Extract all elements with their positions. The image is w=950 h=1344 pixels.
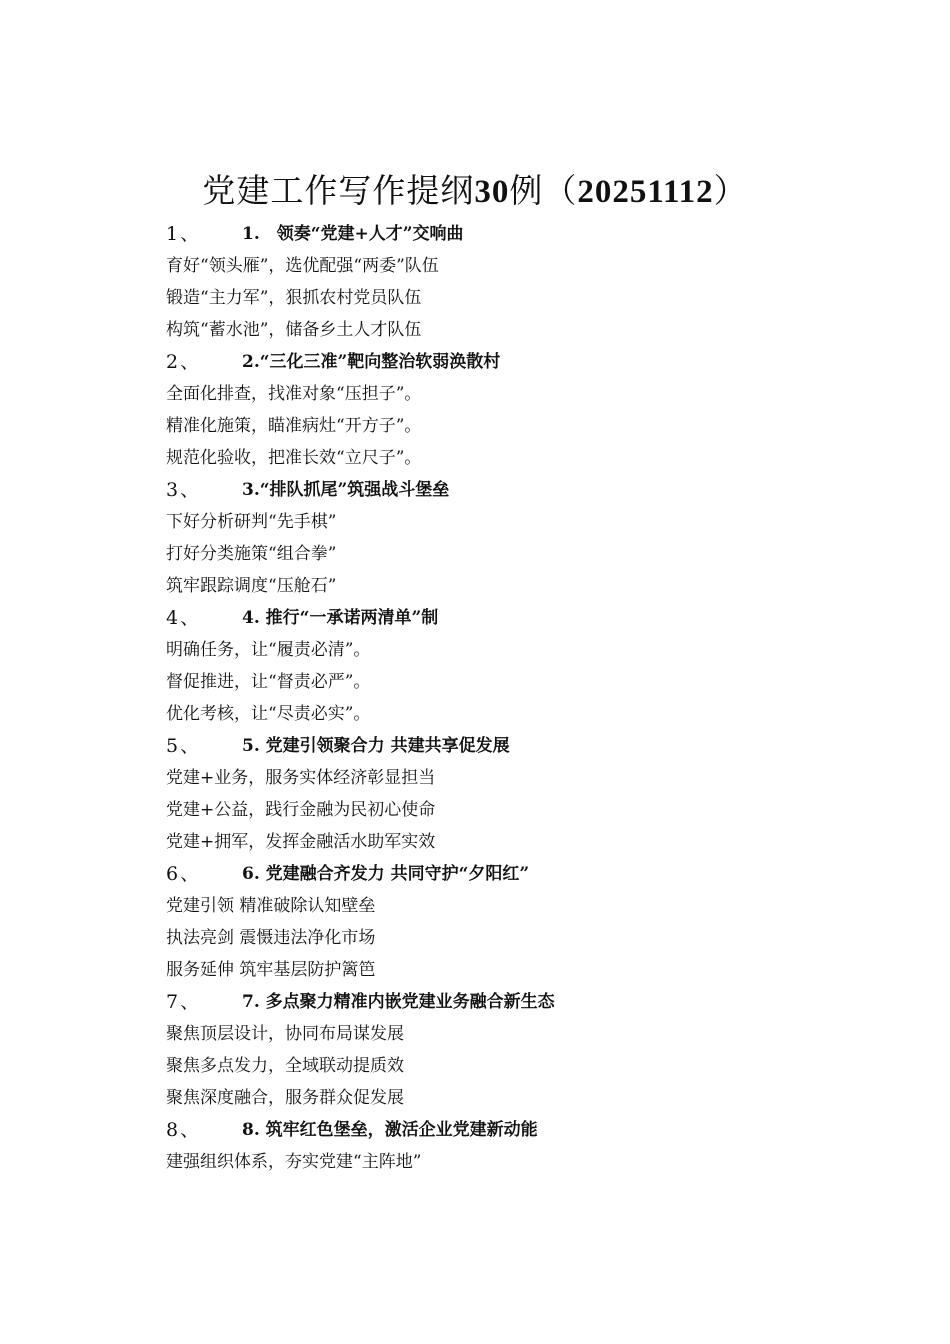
outline-item: 筑牢跟踪调度“压舱石” — [166, 576, 337, 596]
section-heading — [166, 218, 866, 250]
section-index: 8、 — [166, 1119, 202, 1141]
section-heading-text: 1. 领奏“党建+人才”交响曲 — [242, 224, 464, 244]
outline-item: 建强组织体系，夯实党建“主阵地” — [166, 1152, 422, 1172]
outline-item: 督促推进，让“督责必严”。 — [166, 672, 371, 692]
outline-item: 优化考核，让“尽责必实”。 — [166, 704, 371, 724]
section-heading-text: 7. 多点聚力精准内嵌党建业务融合新生态 — [242, 992, 555, 1012]
outline-item: 规范化验收，把准长效“立尺子”。 — [166, 448, 422, 468]
outline-item: 构筑“蓄水池”，储备乡土人才队伍 — [166, 320, 422, 340]
section-heading-text: 2.“三化三准”靶向整治软弱涣散村 — [242, 352, 501, 372]
section-heading — [166, 346, 866, 378]
outline-item: 锻造“主力军”，狠抓农村党员队伍 — [166, 288, 422, 308]
section-heading — [166, 602, 866, 634]
section-heading-text: 5. 党建引领聚合力 共建共享促发展 — [242, 736, 510, 756]
section-index: 1、 — [166, 223, 202, 245]
section-index: 5、 — [166, 735, 202, 757]
title-date: 20251112 — [577, 174, 714, 210]
section-index: 4、 — [166, 607, 202, 629]
outline-item: 服务延伸 筑牢基层防护篱笆 — [166, 960, 376, 980]
outline-item: 育好“领头雁”，选优配强“两委”队伍 — [166, 256, 439, 276]
outline-item: 精准化施策，瞄准病灶“开方子”。 — [166, 416, 422, 436]
outline-list — [166, 218, 866, 1178]
outline-item: 明确任务，让“履责必清”。 — [166, 640, 371, 660]
outline-item: 下好分析研判“先手棋” — [166, 512, 337, 532]
title-suffix: ） — [713, 171, 748, 210]
section-heading — [166, 986, 866, 1018]
outline-item: 党建引领 精准破除认知壁垒 — [166, 896, 376, 916]
section-index: 6、 — [166, 863, 202, 885]
section-index: 7、 — [166, 991, 202, 1013]
section-heading-text: 8. 筑牢红色堡垒，激活企业党建新动能 — [242, 1120, 538, 1140]
outline-item: 执法亮剑 震慑违法净化市场 — [166, 928, 376, 948]
outline-item: 党建+拥军，发挥金融活水助军实效 — [166, 832, 436, 852]
outline-item: 党建+业务，服务实体经济彰显担当 — [166, 768, 436, 788]
outline-item: 全面化排查，找准对象“压担子”。 — [166, 384, 422, 404]
section-heading-text: 3.“排队抓尾”筑强战斗堡垒 — [242, 480, 450, 500]
section-index: 3、 — [166, 479, 202, 501]
outline-item: 聚焦深度融合，服务群众促发展 — [166, 1088, 404, 1108]
section-heading — [166, 474, 866, 506]
section-heading — [166, 1114, 866, 1146]
document-title — [0, 168, 950, 215]
outline-item: 聚焦顶层设计，协同布局谋发展 — [166, 1024, 404, 1044]
outline-item: 聚焦多点发力，全域联动提质效 — [166, 1056, 404, 1076]
section-heading — [166, 858, 866, 890]
section-index: 2、 — [166, 351, 202, 373]
outline-item: 打好分类施策“组合拳” — [166, 544, 337, 564]
section-heading-text: 4. 推行“一承诺两清单”制 — [242, 608, 439, 628]
section-heading — [166, 730, 866, 762]
title-number: 30 — [474, 174, 510, 210]
outline-item: 党建+公益，践行金融为民初心使命 — [166, 800, 436, 820]
section-heading-text: 6. 党建融合齐发力 共同守护“夕阳红” — [242, 864, 530, 884]
title-prefix: 党建工作写作提纲 — [202, 171, 475, 210]
title-mid: 例（ — [509, 171, 578, 210]
